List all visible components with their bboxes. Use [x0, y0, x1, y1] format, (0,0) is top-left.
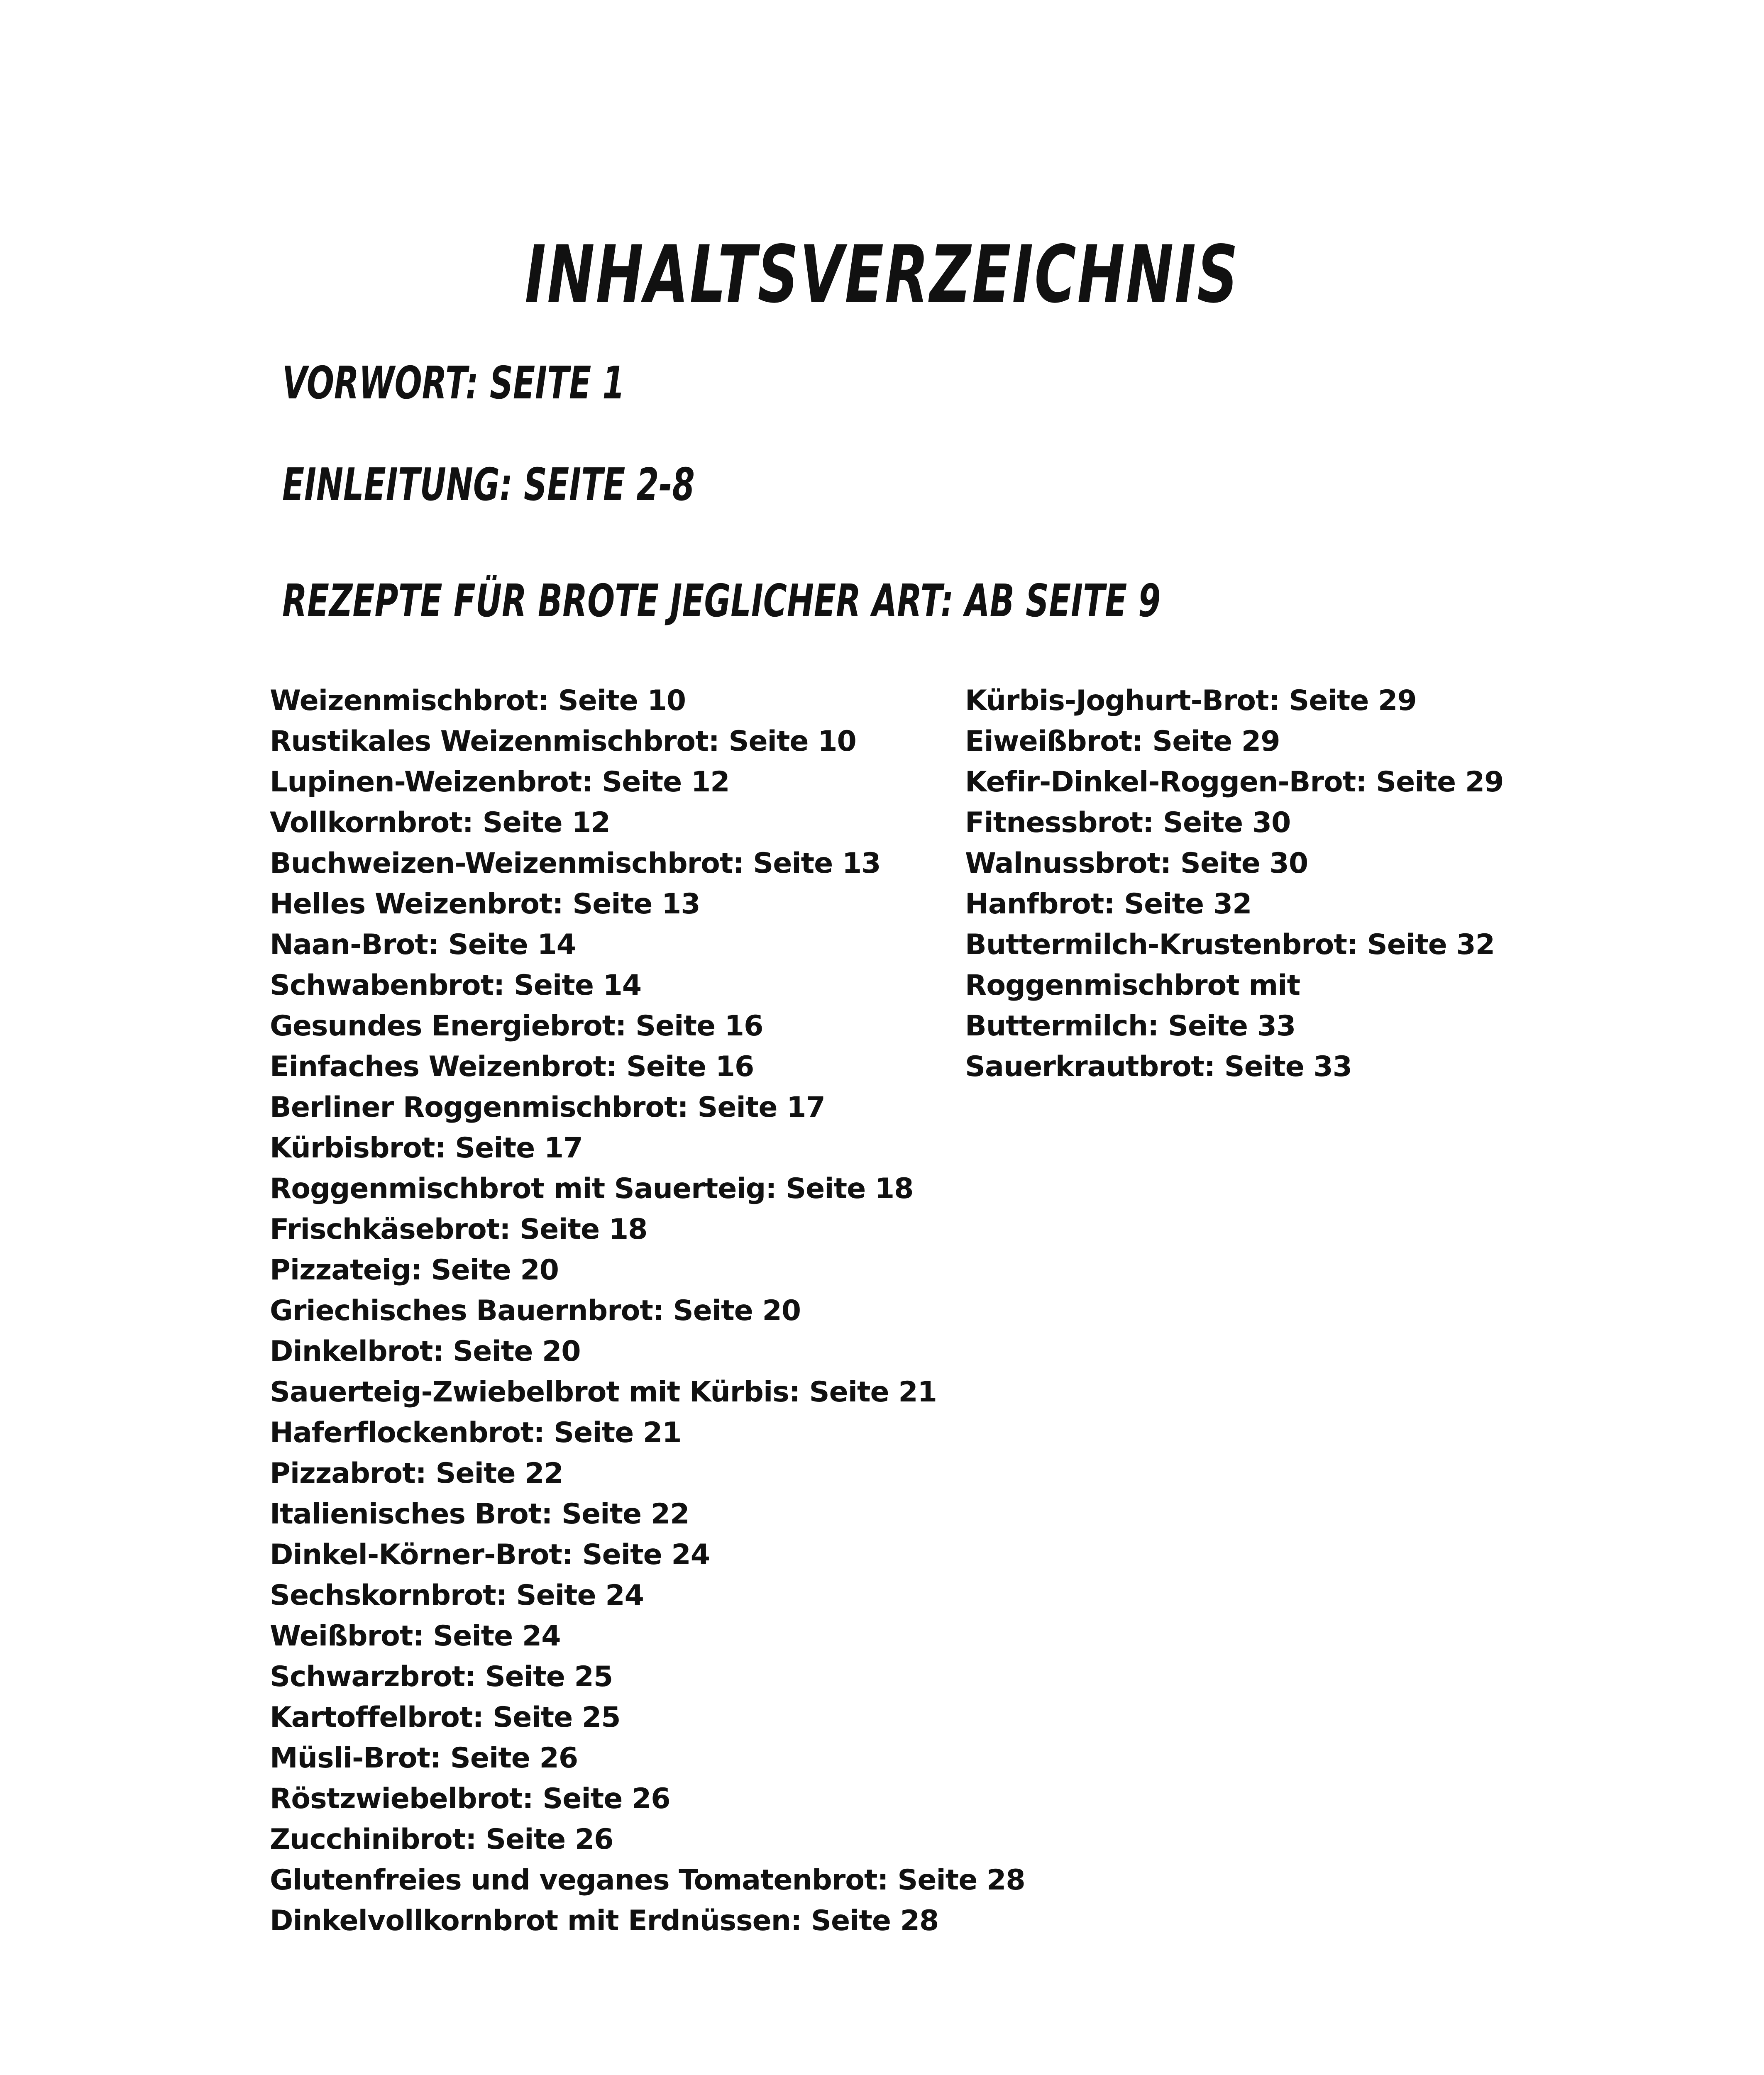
toc-entry: Pizzabrot: Seite 22	[270, 1457, 563, 1490]
toc-entry: Haferflockenbrot: Seite 21	[270, 1416, 682, 1449]
toc-entry: Lupinen-Weizenbrot: Seite 12	[270, 766, 730, 798]
toc-entry: Frischkäsebrot: Seite 18	[270, 1213, 647, 1246]
toc-entry: Weizenmischbrot: Seite 10	[270, 684, 686, 717]
toc-entry: Fitnessbrot: Seite 30	[965, 806, 1291, 839]
toc-entry: Roggenmischbrot mit	[965, 969, 1300, 1002]
toc-entry: Dinkel-Körner-Brot: Seite 24	[270, 1538, 710, 1571]
toc-entry: Rustikales Weizenmischbrot: Seite 10	[270, 725, 856, 758]
toc-entry: Walnussbrot: Seite 30	[965, 847, 1308, 880]
toc-entry: Sauerkrautbrot: Seite 33	[965, 1050, 1352, 1083]
toc-entry: Kürbis-Joghurt-Brot: Seite 29	[965, 684, 1417, 717]
toc-entry: Hanfbrot: Seite 32	[965, 888, 1252, 920]
toc-entry: Griechisches Bauernbrot: Seite 20	[270, 1294, 801, 1327]
toc-entry: Schwarzbrot: Seite 25	[270, 1660, 613, 1693]
page-title: INHALTSVERZEICHNIS	[525, 229, 1239, 321]
toc-entry: Buttermilch-Krustenbrot: Seite 32	[965, 928, 1495, 961]
toc-entry: Naan-Brot: Seite 14	[270, 928, 576, 961]
toc-entry: Schwabenbrot: Seite 14	[270, 969, 642, 1002]
toc-entry: Kürbisbrot: Seite 17	[270, 1132, 583, 1164]
toc-entry: Müsli-Brot: Seite 26	[270, 1742, 578, 1775]
toc-entry: Roggenmischbrot mit Sauerteig: Seite 18	[270, 1172, 914, 1205]
toc-entry: Kefir-Dinkel-Roggen-Brot: Seite 29	[965, 766, 1504, 798]
toc-entry: Helles Weizenbrot: Seite 13	[270, 888, 700, 920]
toc-left-column	[270, 681, 1025, 1941]
toc-entry: Sechskornbrot: Seite 24	[270, 1579, 644, 1612]
toc-entry: Pizzateig: Seite 20	[270, 1254, 559, 1286]
toc-entry: Weißbrot: Seite 24	[270, 1620, 561, 1653]
toc-entry: Dinkelvollkornbrot mit Erdnüssen: Seite 28	[270, 1904, 939, 1937]
toc-entry: Buttermilch: Seite 33	[965, 1010, 1296, 1042]
toc-entry: Glutenfreies und veganes Tomatenbrot: Seite 28	[270, 1864, 1025, 1897]
toc-entry: Eiweißbrot: Seite 29	[965, 725, 1280, 758]
toc-entry: Berliner Roggenmischbrot: Seite 17	[270, 1091, 825, 1124]
toc-entry: Vollkornbrot: Seite 12	[270, 806, 610, 839]
toc-entry: Zucchinibrot: Seite 26	[270, 1823, 613, 1856]
toc-entry: Röstzwiebelbrot: Seite 26	[270, 1782, 670, 1815]
section-heading-vorwort: VORWORT: SEITE 1	[282, 357, 625, 409]
toc-entry: Sauerteig-Zwiebelbrot mit Kürbis: Seite 21	[270, 1376, 937, 1409]
section-heading-einleitung: EINLEITUNG: SEITE 2-8	[282, 459, 695, 511]
section-heading-rezepte: REZEPTE FÜR BROTE JEGLICHER ART: AB SEITE 9	[282, 575, 1161, 627]
toc-entry: Dinkelbrot: Seite 20	[270, 1335, 581, 1368]
toc-entry: Kartoffelbrot: Seite 25	[270, 1701, 621, 1734]
toc-entry: Italienisches Brot: Seite 22	[270, 1498, 689, 1531]
toc-entry: Gesundes Energiebrot: Seite 16	[270, 1010, 763, 1042]
toc-entry: Buchweizen-Weizenmischbrot: Seite 13	[270, 847, 881, 880]
toc-right-column	[965, 681, 1588, 1087]
toc-entry: Einfaches Weizenbrot: Seite 16	[270, 1050, 754, 1083]
